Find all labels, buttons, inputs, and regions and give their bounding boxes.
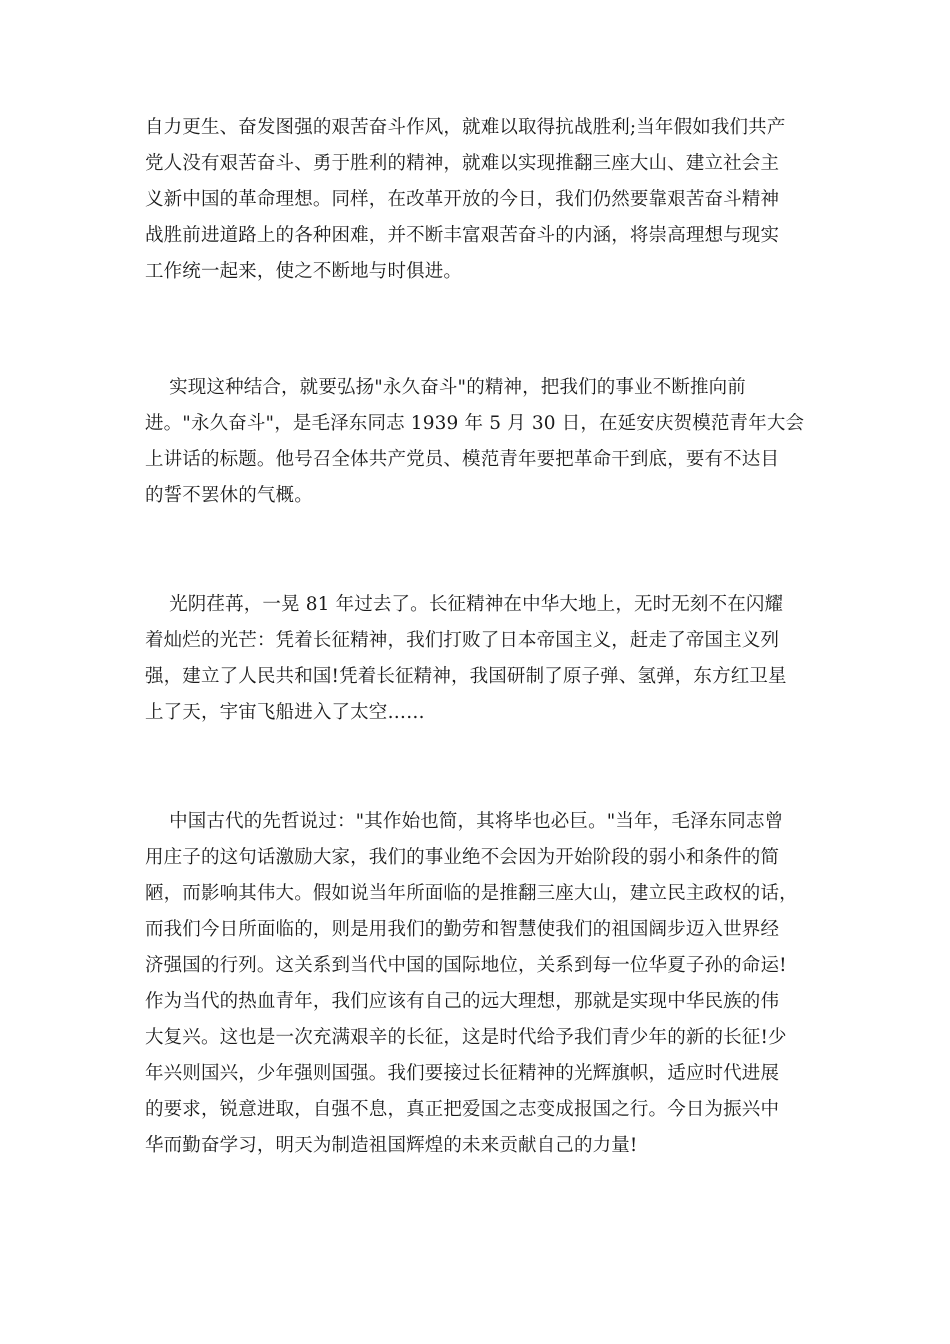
text-line: 的誓不罢休的气概。: [145, 485, 313, 506]
text-line: 光阴荏苒，一晃 81 年过去了。长征精神在中华大地上，无时无刻不在闪耀: [145, 594, 784, 615]
text-line: 工作统一起来，使之不断地与时俱进。: [145, 261, 463, 282]
text-line: 作为当代的热血青年，我们应该有自己的远大理想，那就是实现中华民族的伟: [145, 991, 780, 1012]
paragraph-4: [145, 804, 798, 1164]
text-line: 实现这种结合，就要弘扬"永久奋斗"的精神，把我们的事业不断推向前: [145, 377, 746, 398]
text-line: 中国古代的先哲说过："其作始也简，其将毕也必巨。"当年，毛泽东同志曾: [145, 811, 784, 832]
text-line: 陋，而影响其伟大。假如说当年所面临的是推翻三座大山，建立民主政权的话，: [145, 883, 798, 904]
paragraph-1: [145, 110, 786, 290]
text-line: 用庄子的这句话激励大家，我们的事业绝不会因为开始阶段的弱小和条件的简: [145, 847, 780, 868]
text-line: 上讲话的标题。他号召全体共产党员、模范青年要把革命干到底，要有不达目: [145, 449, 780, 470]
text-line: 义新中国的革命理想。同样，在改革开放的今日，我们仍然要靠艰苦奋斗精神: [145, 189, 780, 210]
text-line: 战胜前进道路上的各种困难，并不断丰富艰苦奋斗的内涵，将崇高理想与现实: [145, 225, 780, 246]
text-line: 自力更生、奋发图强的艰苦奋斗作风，就难以取得抗战胜利;当年假如我们共产: [145, 117, 786, 138]
text-line: 的要求，锐意进取，自强不息，真正把爱国之志变成报国之行。今日为振兴中: [145, 1099, 780, 1120]
text-line: 华而勤奋学习，明天为制造祖国辉煌的未来贡献自己的力量!: [145, 1135, 638, 1156]
text-line: 进。"永久奋斗"，是毛泽东同志 1939 年 5 月 30 日，在延安庆贺模范青年大会: [145, 413, 805, 434]
text-line: 大复兴。这也是一次充满艰辛的长征，这是时代给予我们青少年的新的长征!少: [145, 1027, 787, 1048]
paragraph-3: [145, 587, 787, 731]
text-line: 党人没有艰苦奋斗、勇于胜利的精神，就难以实现推翻三座大山、建立社会主: [145, 153, 780, 174]
text-line: 而我们今日所面临的，则是用我们的勤劳和智慧使我们的祖国阔步迈入世界经: [145, 919, 780, 940]
text-line: 上了天，宇宙飞船进入了太空……: [145, 702, 425, 723]
text-line: 济强国的行列。这关系到当代中国的国际地位，关系到每一位华夏子孙的命运!: [145, 955, 787, 976]
text-line: 强，建立了人民共和国!凭着长征精神，我国研制了原子弹、氢弹，东方红卫星: [145, 666, 787, 687]
text-line: 年兴则国兴，少年强则国强。我们要接过长征精神的光辉旗帜，适应时代进展: [145, 1063, 780, 1084]
text-line: 着灿烂的光芒：凭着长征精神，我们打败了日本帝国主义，赶走了帝国主义列: [145, 630, 780, 651]
paragraph-2: [145, 370, 804, 514]
